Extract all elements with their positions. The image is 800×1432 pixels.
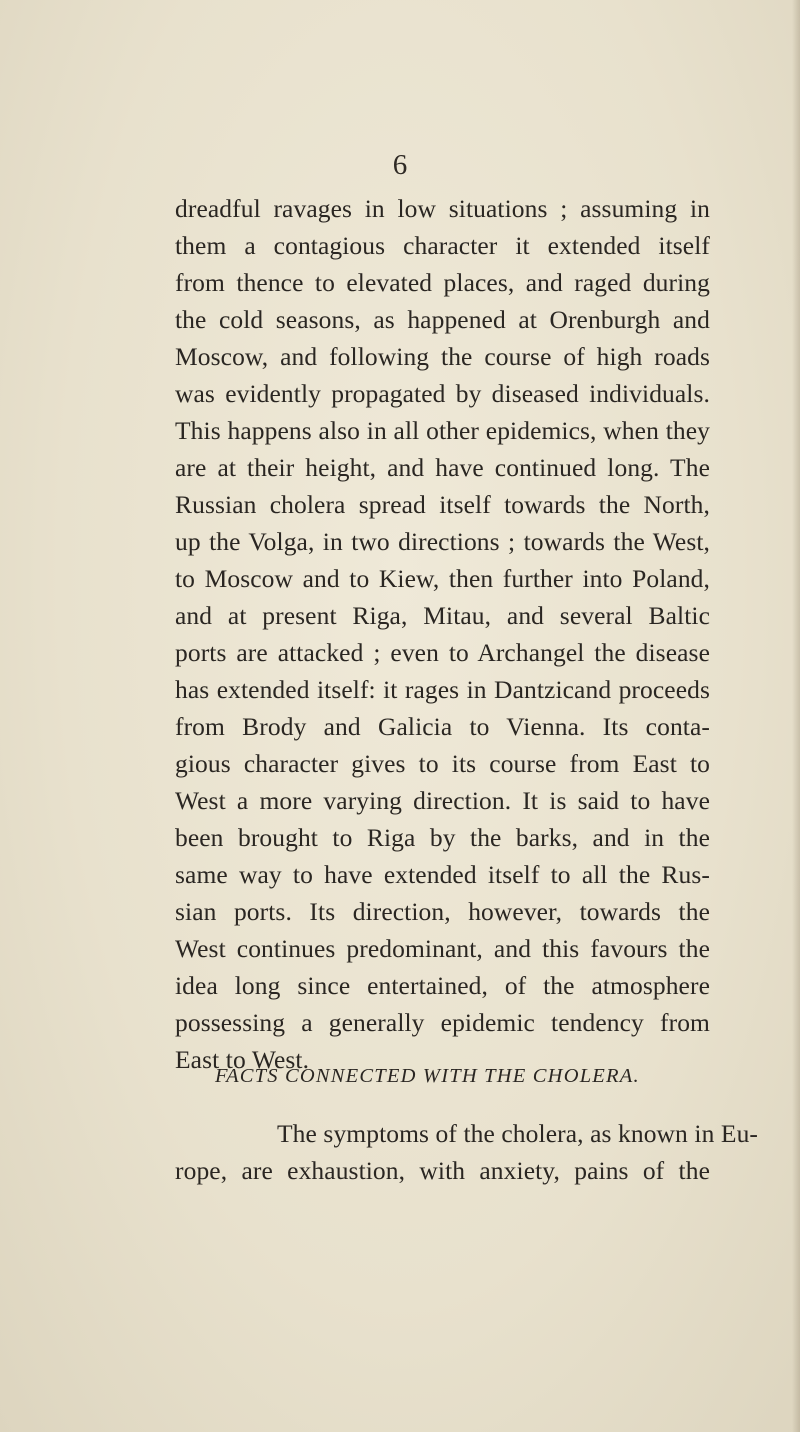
text-line: up the Volga, in two directions ; towards the West,	[175, 527, 710, 556]
text-line: Moscow, and following the course of high roads	[175, 342, 710, 371]
text-line: Russian cholera spread itself towards the North,	[175, 490, 710, 519]
text-line: same way to have extended itself to all the Rus-	[175, 860, 710, 889]
text-line: rope, are exhaustion, with anxiety, pains of the	[175, 1156, 710, 1185]
text-line: ports are attacked ; even to Archangel the disease	[175, 638, 710, 667]
text-line: the cold seasons, as happened at Orenburgh and	[175, 305, 710, 334]
text-line: has extended itself: it rages in Dantzicand proceeds	[175, 675, 710, 704]
page-edge-shadow	[792, 0, 800, 1432]
text-line: East to West.	[175, 1045, 310, 1074]
text-line: gious character gives to its course from East to	[175, 749, 710, 778]
text-line: West continues predominant, and this favours the	[175, 934, 710, 963]
text-line: been brought to Riga by the barks, and in the	[175, 823, 710, 852]
text-line: The symptoms of the cholera, as known in Eu-	[277, 1119, 759, 1148]
text-line: was evidently propagated by diseased individuals.	[175, 379, 710, 408]
page-number: 6	[392, 149, 408, 181]
text-line: are at their height, and have continued long. The	[175, 453, 710, 482]
text-line: West a more varying direction. It is said to have	[175, 786, 710, 815]
paragraph-2	[175, 1115, 759, 1189]
text-line: from thence to elevated places, and raged during	[175, 268, 710, 297]
section-heading: FACTS CONNECTED WITH THE CHOLERA.	[215, 1065, 640, 1087]
text-line: to Moscow and to Kiew, then further into Poland,	[175, 564, 710, 593]
paragraph-1	[175, 190, 710, 1078]
text-line: sian ports. Its direction, however, towards the	[175, 897, 710, 926]
text-line: This happens also in all other epidemics, when they	[175, 416, 710, 445]
text-line: idea long since entertained, of the atmosphere	[175, 971, 710, 1000]
text-line: and at present Riga, Mitau, and several Baltic	[175, 601, 710, 630]
text-line: from Brody and Galicia to Vienna. Its conta-	[175, 712, 710, 741]
text-line: them a contagious character it extended itself	[175, 231, 710, 260]
text-line: dreadful ravages in low situations ; assuming in	[175, 194, 710, 223]
text-line: possessing a generally epidemic tendency from	[175, 1008, 710, 1037]
